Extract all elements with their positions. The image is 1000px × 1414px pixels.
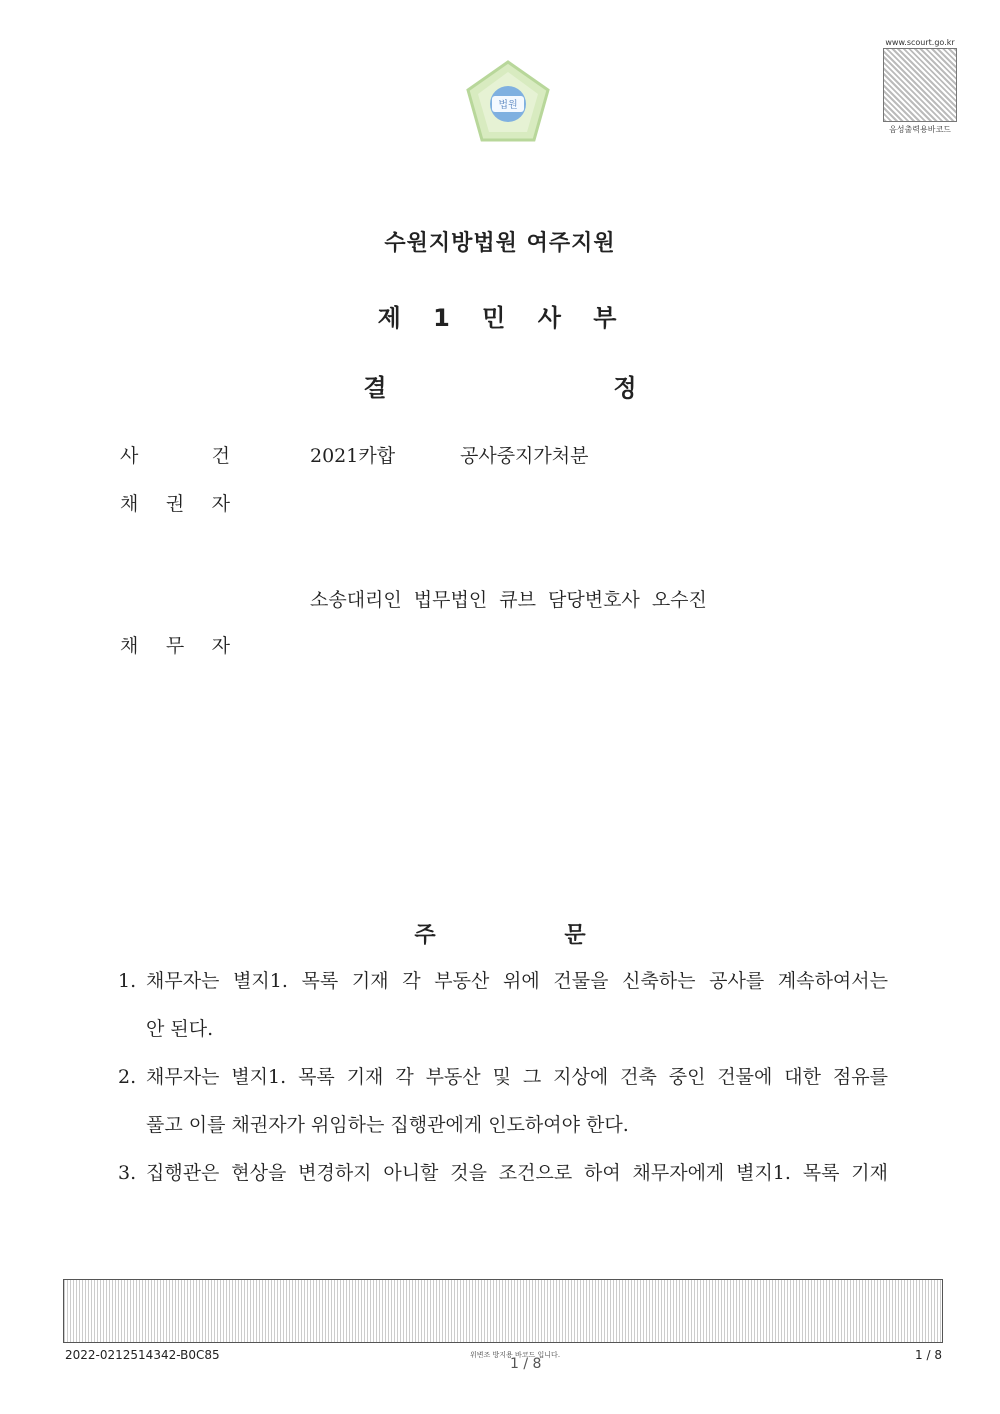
debtor-label-b: 무 [165,635,185,657]
decision-right: 정 [613,374,637,402]
order-item-line1 [118,1053,888,1101]
qr-caption: 음성출력용바코드 [889,125,951,134]
court-emblem-icon [462,58,554,146]
qr-code-icon [883,48,957,122]
barcode-note: 위변조 방지용 바코드 입니다. [470,1351,561,1359]
order-item-number: 1. [118,970,137,992]
decision-left: 결 [363,374,387,402]
order-item-number: 2. [118,1066,137,1088]
case-number: 2021카합 [310,445,396,467]
emblem-label: 법원 [498,100,518,111]
debtor-label [120,631,230,658]
order-item-line1 [118,957,888,1005]
anti-forgery-barcode-icon [63,1279,943,1343]
page-number: 1 / 8 [915,1348,942,1362]
order-item-text: 집행관은 현상을 변경하지 아니할 것을 조건으로 하여 채무자에게 별지1. 목록 기재 [146,1162,888,1184]
legal-agent: 소송대리인 법무법인 큐브 담당변호사 오수진 [310,589,707,611]
order-item-text: 채무자는 별지1. 목록 기재 각 부동산 및 그 지상에 건축 중인 건물에 대한 점유를 [146,1066,888,1088]
page-number-center: 1 / 8 [510,1356,542,1372]
order-item-line2: 풀고 이를 채권자가 위임하는 집행관에게 인도하여야 한다. [146,1114,629,1136]
creditor-label-a: 채 [120,493,139,515]
case-label-a: 사 [120,445,139,467]
debtor-label-a: 채 [120,635,139,657]
division-name: 제 1 민 사 부 [377,304,623,332]
order-item-line2: 안 된다. [146,1018,214,1040]
creditor-label-b: 권 [165,493,185,515]
order-heading [0,918,1000,949]
document-id: 2022-0212514342-B0C85 [65,1348,220,1362]
order-item [118,957,888,1053]
case-label [120,441,230,468]
qr-url: www.scourt.go.kr [885,38,955,47]
case-label-b: 건 [211,445,230,467]
order-item-number: 3. [118,1162,137,1184]
creditor-label-c: 자 [211,493,230,515]
creditor-label [120,489,230,516]
order-item [118,1053,888,1149]
order-item-text: 채무자는 별지1. 목록 기재 각 부동산 위에 건물을 신축하는 공사를 계속하여서는 [146,970,888,992]
order-heading-right: 문 [564,923,586,948]
court-name: 수원지방법원 여주지원 [384,231,616,256]
decision-heading [0,368,1000,403]
debtor-label-c: 자 [211,635,230,657]
case-name: 공사중지가처분 [460,445,589,467]
order-heading-left: 주 [414,923,436,948]
order-item-line1 [118,1149,888,1197]
order-item [118,1149,888,1197]
